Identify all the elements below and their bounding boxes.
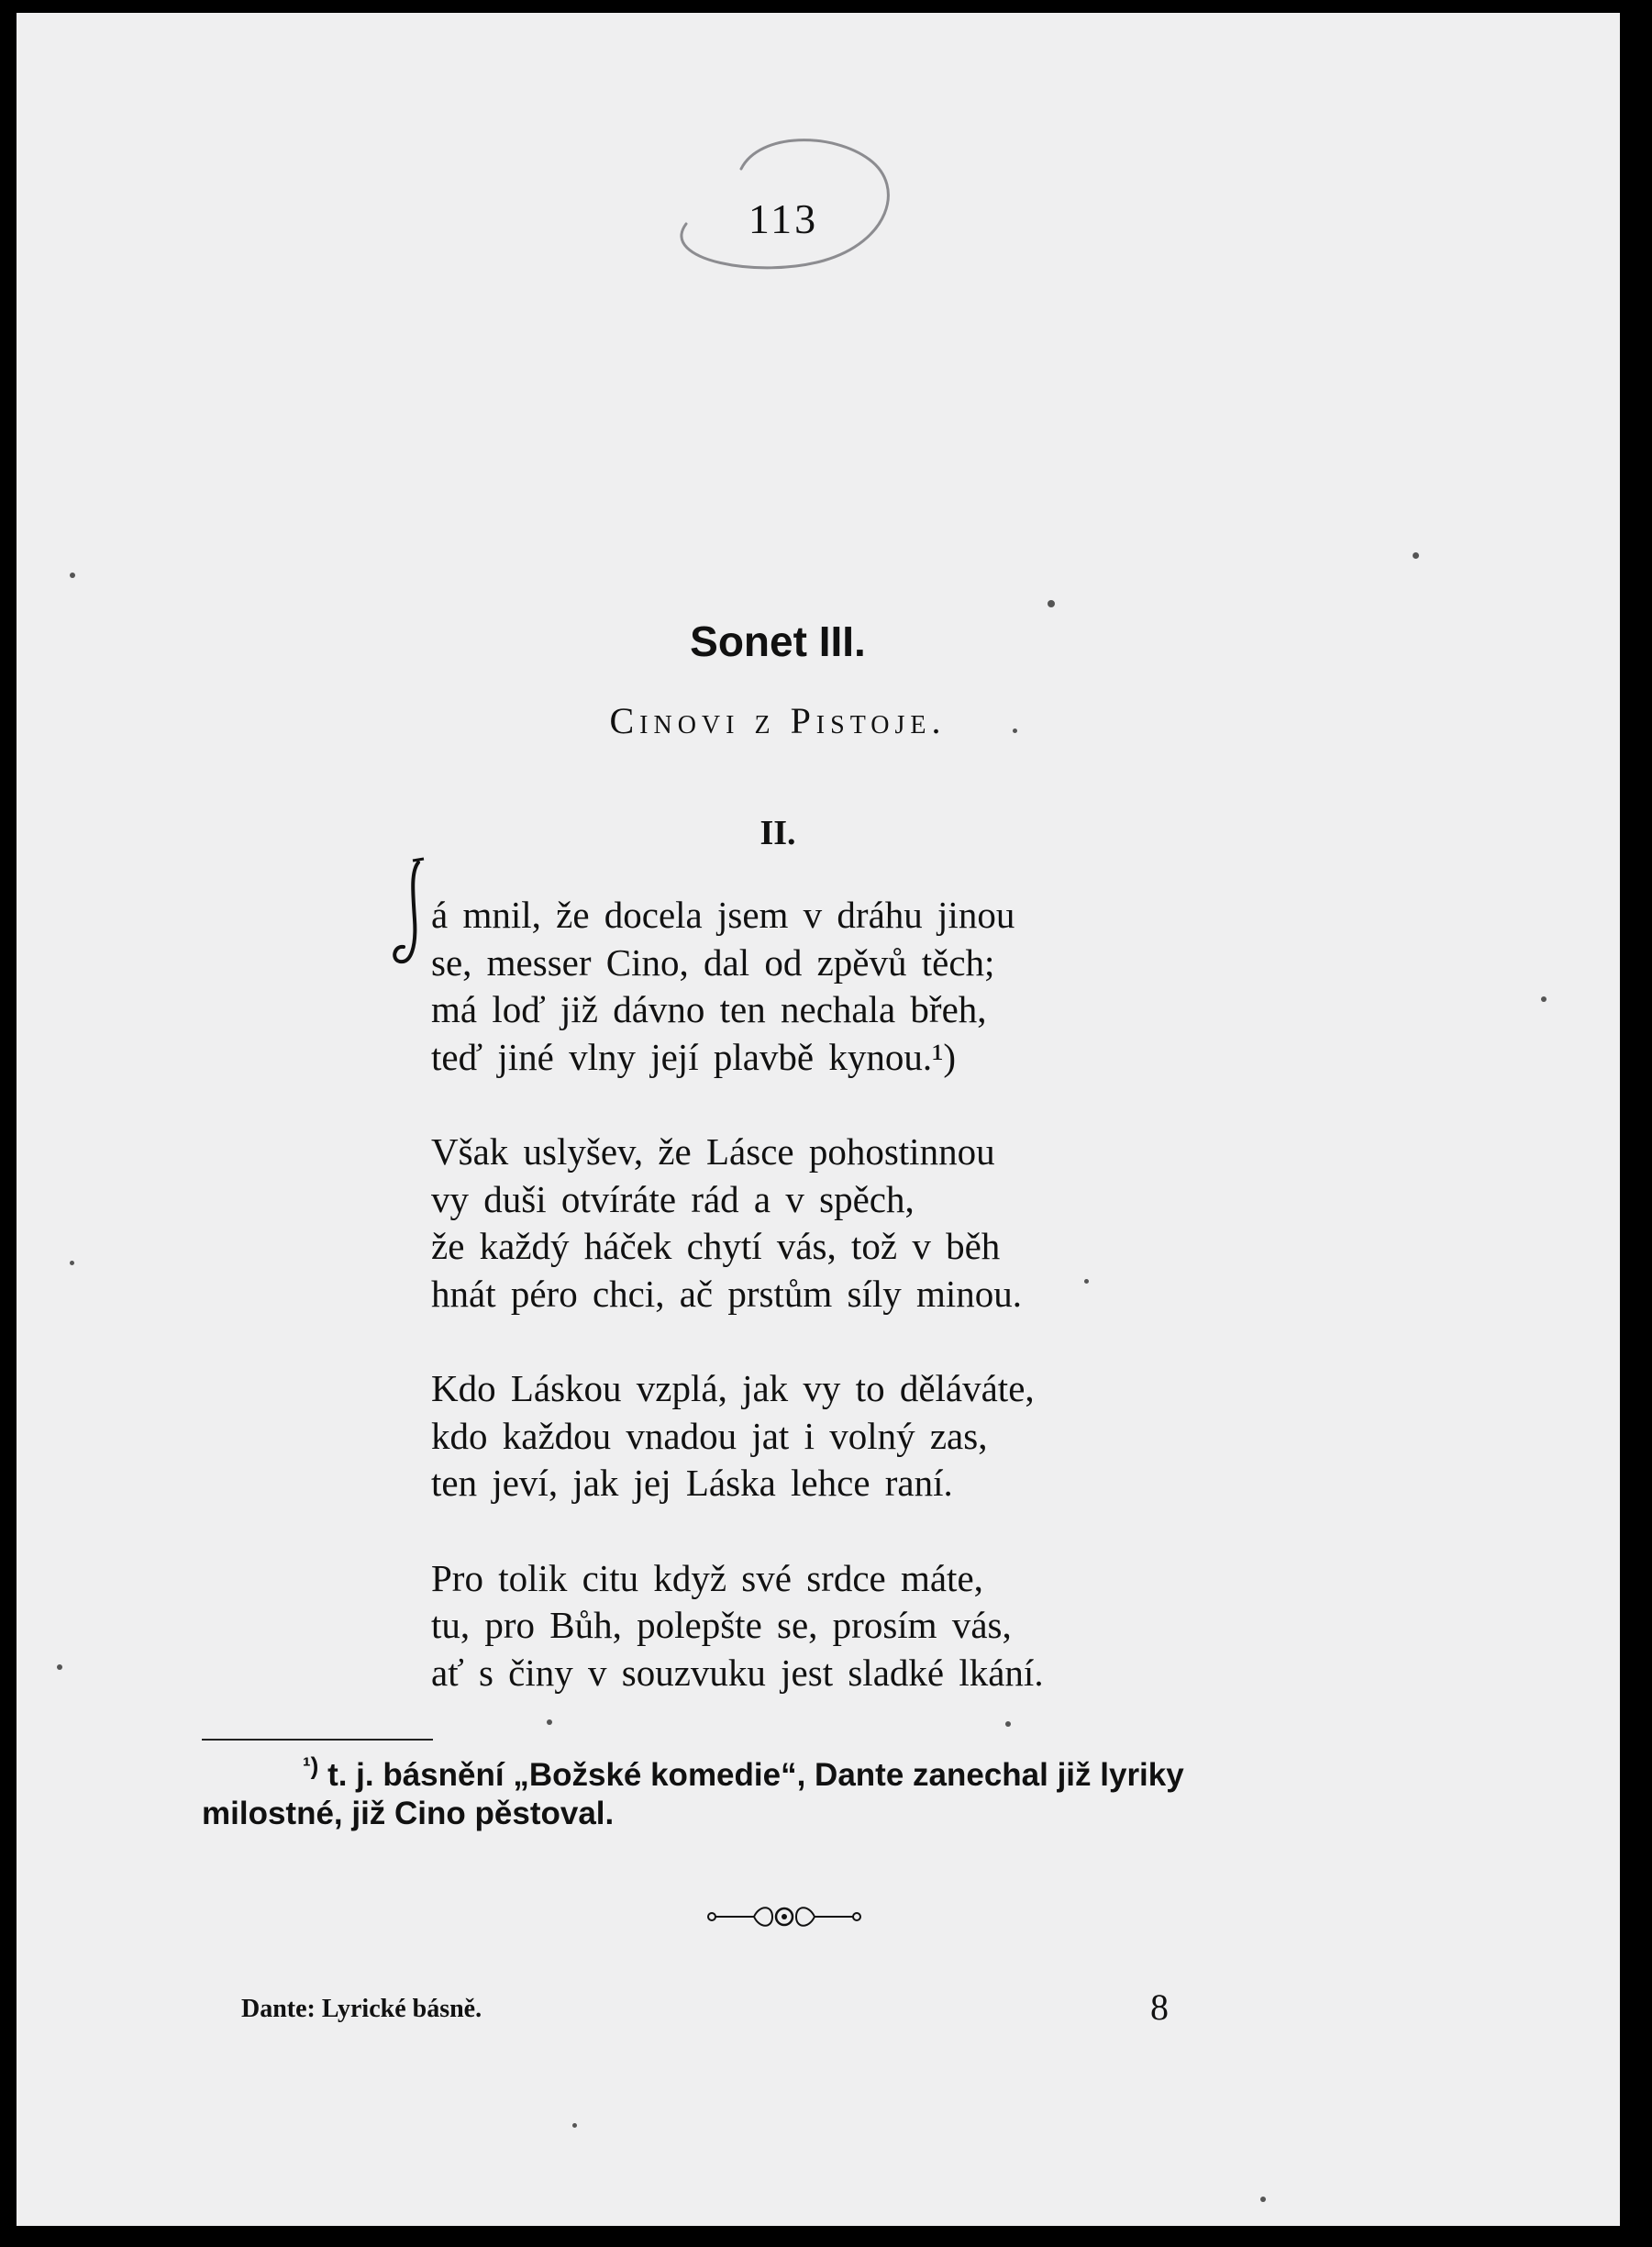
poem-line: kdo každou vnadou jat i volný zas, — [431, 1414, 988, 1457]
print-speck — [547, 1719, 552, 1725]
print-speck — [1013, 729, 1017, 733]
poem-line: ten jeví, jak jej Láska lehce raní. — [431, 1462, 953, 1504]
poem-line: má loď již dávno ten nechala břeh, — [431, 988, 987, 1030]
footnote-line-1 — [202, 1752, 1394, 1795]
footnote — [202, 1752, 1394, 1833]
footnote-text-1: t. j. básnění „Božské komedie“, Dante zanechal již lyriky — [327, 1757, 1184, 1793]
print-speck — [1005, 1721, 1011, 1727]
print-speck — [57, 1664, 62, 1670]
poem-body — [431, 892, 1044, 1744]
dropcap-j — [393, 855, 429, 974]
poem-line: Pro tolik citu když své srdce máte, — [431, 1556, 983, 1599]
poem-line: ať s činy v souzvuku jest sladké lkání. — [431, 1651, 1044, 1694]
poem-line: se, messer Cino, dal od zpěvů těch; — [431, 940, 995, 984]
page-number: 113 — [748, 195, 819, 242]
stanza-3 — [431, 1365, 1044, 1507]
footnote-divider — [202, 1739, 433, 1741]
ornament-divider — [706, 1894, 862, 1940]
poem-line: hnát péro chci, ač prstům síly minou. — [431, 1272, 1023, 1315]
print-speck — [572, 2123, 577, 2128]
poem-dedication: Cinovi z Pistoje. — [609, 700, 947, 741]
poem-line: á mnil, že docela jsem v dráhu jinou — [431, 894, 1015, 936]
poem-line: vy duši otvíráte rád a v spěch, — [431, 1177, 915, 1220]
part-number: II. — [759, 814, 796, 852]
poem-line: tu, pro Bůh, polepšte se, prosím vás, — [431, 1604, 1012, 1646]
stanza-1 — [431, 892, 1044, 1081]
footnote-line-2: milostné, již Cino pěstoval. — [202, 1796, 615, 1831]
stanza-4 — [431, 1555, 1044, 1697]
running-footer: Dante: Lyrické básně. — [241, 1995, 482, 2023]
stanza-2 — [431, 1129, 1044, 1318]
print-speck — [1413, 552, 1419, 559]
book-page — [17, 13, 1620, 2226]
poem-line: Kdo Láskou vzplá, jak vy to děláváte, — [431, 1367, 1035, 1409]
poem-line: že každý háček chytí vás, tož v běh — [431, 1225, 1001, 1267]
print-speck — [1541, 996, 1547, 1002]
poem-line: Však uslyšev, že Lásce pohostinnou — [431, 1130, 995, 1173]
print-speck — [70, 573, 75, 578]
poem-line: teď jiné vlny její plavbě kynou.¹) — [431, 1035, 957, 1078]
signature-mark: 8 — [1150, 1986, 1169, 2028]
footnote-marker: ¹) — [303, 1752, 319, 1780]
print-speck — [1084, 1279, 1089, 1284]
poem-title: Sonet III. — [690, 617, 866, 665]
print-speck — [1048, 600, 1055, 607]
print-speck — [70, 1261, 74, 1265]
print-speck — [1260, 2197, 1266, 2202]
